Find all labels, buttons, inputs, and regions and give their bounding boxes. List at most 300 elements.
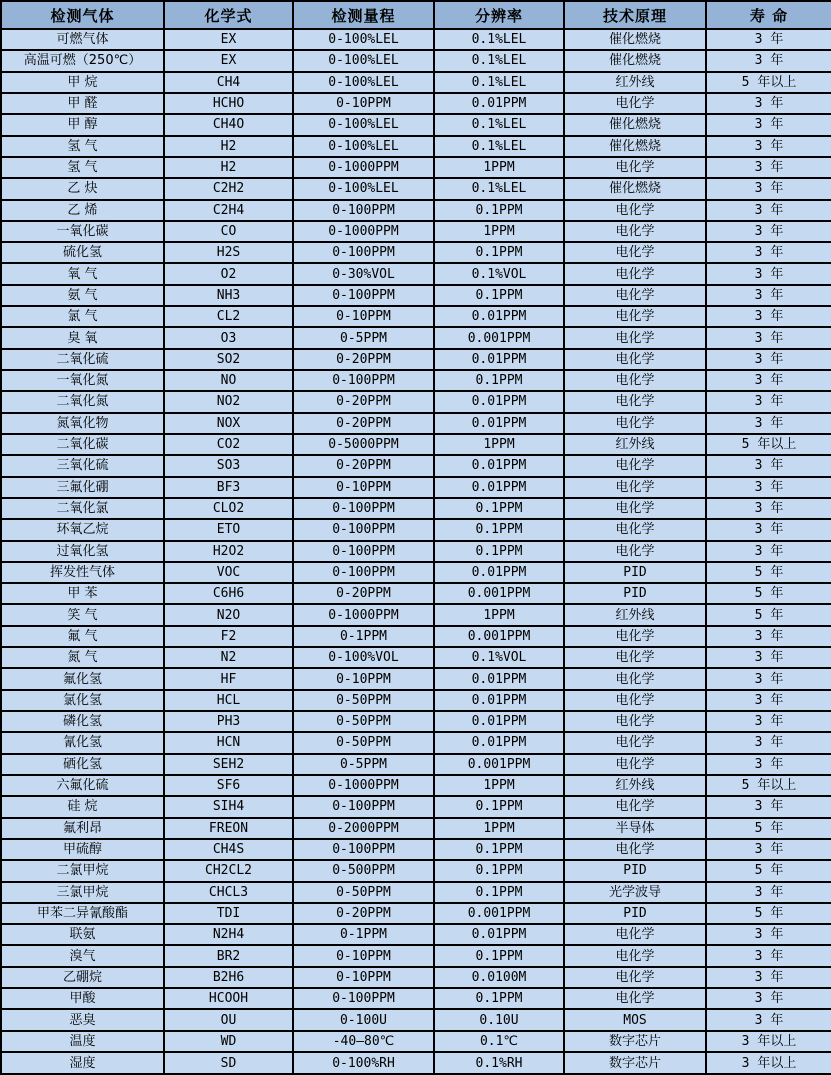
table-row [1,114,831,135]
table-cell: 0.1%LEL [434,72,564,93]
table-cell: 0-100U [293,1009,434,1030]
table-cell: 电化学 [564,519,706,540]
table-cell: 0-1000PPM [293,604,434,625]
table-cell: 3 年 [706,391,831,412]
table-cell: H2S [164,242,293,263]
table-cell: 甲 醛 [1,93,164,114]
table-cell: 0-1PPM [293,626,434,647]
table-cell: 0-100%LEL [293,50,434,71]
column-header: 检测气体 [1,1,164,29]
table-cell: 3 年 [706,263,831,284]
table-cell: 催化燃烧 [564,178,706,199]
table-cell: 六氟化硫 [1,775,164,796]
table-cell: 0-10PPM [293,967,434,988]
table-cell: OU [164,1009,293,1030]
table-cell: 电化学 [564,839,706,860]
table-cell: 三氧化硫 [1,455,164,476]
table-cell: 0-10PPM [293,945,434,966]
table-cell: 0.01PPM [434,711,564,732]
table-cell: 电化学 [564,668,706,689]
table-cell: 甲 烷 [1,72,164,93]
table-cell: 5 年以上 [706,775,831,796]
table-cell: 高温可燃（250℃） [1,50,164,71]
table-cell: HCHO [164,93,293,114]
table-cell: 3 年 [706,349,831,370]
table-cell: 0-100PPM [293,370,434,391]
table-cell: 0.01PPM [434,690,564,711]
table-cell: PH3 [164,711,293,732]
table-cell: 氰化氢 [1,732,164,753]
table-row [1,157,831,178]
table-cell: 1PPM [434,434,564,455]
table-cell: 5 年以上 [706,72,831,93]
table-cell: CL2 [164,306,293,327]
table-cell: 0.1%LEL [434,136,564,157]
table-row [1,349,831,370]
table-cell: 电化学 [564,754,706,775]
table-cell: 二氧化碳 [1,434,164,455]
table-row [1,775,831,796]
table-cell: 0-100PPM [293,541,434,562]
table-cell: NO [164,370,293,391]
table-cell: 0-1PPM [293,924,434,945]
table-cell: 0.1PPM [434,370,564,391]
table-cell: 3 年 [706,967,831,988]
table-cell: 0.01PPM [434,306,564,327]
table-cell: 0.1PPM [434,839,564,860]
table-cell: 0.01PPM [434,668,564,689]
table-header [1,1,831,29]
table-cell: 3 年 [706,988,831,1009]
table-cell: 环氧乙烷 [1,519,164,540]
table-cell: 0.1%LEL [434,29,564,50]
table-cell: 0.1PPM [434,988,564,1009]
table-cell: 催化燃烧 [564,50,706,71]
table-cell: 0.10U [434,1009,564,1030]
table-cell: 0-100PPM [293,988,434,1009]
table-row [1,711,831,732]
table-cell: 氮氧化物 [1,413,164,434]
table-cell: 电化学 [564,285,706,306]
table-cell: 半导体 [564,818,706,839]
table-row [1,285,831,306]
table-cell: 甲 醇 [1,114,164,135]
table-cell: 红外线 [564,775,706,796]
table-cell: 电化学 [564,200,706,221]
table-cell: 0.1%LEL [434,178,564,199]
table-cell: 0-100%LEL [293,178,434,199]
table-cell: 0-5000PPM [293,434,434,455]
table-cell: EX [164,29,293,50]
table-cell: 0-100PPM [293,562,434,583]
table-row [1,519,831,540]
table-cell: 3 年 [706,519,831,540]
table-cell: 0-2000PPM [293,818,434,839]
table-cell: C2H2 [164,178,293,199]
table-cell: 5 年 [706,562,831,583]
table-cell: 3 年 [706,796,831,817]
table-cell: 0.1PPM [434,285,564,306]
table-cell: SIH4 [164,796,293,817]
table-cell: SO3 [164,455,293,476]
table-cell: 二氧化硫 [1,349,164,370]
table-cell: 挥发性气体 [1,562,164,583]
table-cell: 电化学 [564,626,706,647]
table-cell: 三氯甲烷 [1,882,164,903]
table-cell: 3 年 [706,839,831,860]
table-cell: 1PPM [434,604,564,625]
column-header: 寿 命 [706,1,831,29]
table-cell: 0-5PPM [293,327,434,348]
table-cell: 0-20PPM [293,413,434,434]
table-cell: 3 年 [706,690,831,711]
table-row [1,327,831,348]
table-cell: N2 [164,647,293,668]
table-cell: 电化学 [564,796,706,817]
table-cell: 0.01PPM [434,732,564,753]
table-cell: 0.001PPM [434,754,564,775]
table-row [1,498,831,519]
table-cell: 5 年以上 [706,434,831,455]
table-cell: CO [164,221,293,242]
table-cell: 0.1PPM [434,200,564,221]
table-cell: 过氧化氢 [1,541,164,562]
table-cell: 0-5PPM [293,754,434,775]
table-row [1,263,831,284]
table-cell: 0-10PPM [293,668,434,689]
table-cell: 可燃气体 [1,29,164,50]
table-row [1,93,831,114]
table-cell: 0-100PPM [293,839,434,860]
table-cell: SD [164,1052,293,1074]
table-row [1,967,831,988]
table-cell: 3 年 [706,327,831,348]
table-cell: 0-500PPM [293,860,434,881]
table-cell: 3 年 [706,668,831,689]
table-cell: O2 [164,263,293,284]
table-cell: 3 年 [706,157,831,178]
table-cell: 红外线 [564,434,706,455]
table-cell: 0.01PPM [434,93,564,114]
table-row [1,882,831,903]
table-cell: 5 年 [706,903,831,924]
table-cell: 0-50PPM [293,732,434,753]
table-cell: PID [564,583,706,604]
table-cell: 3 年 [706,732,831,753]
table-cell: 0-100%RH [293,1052,434,1074]
table-cell: PID [564,860,706,881]
table-cell: 电化学 [564,647,706,668]
table-row [1,136,831,157]
table-cell: 氟利昂 [1,818,164,839]
table-cell: 二氧化氯 [1,498,164,519]
table-cell: 电化学 [564,221,706,242]
table-cell: 3 年 [706,285,831,306]
table-cell: 0.1%LEL [434,114,564,135]
table-cell: 温度 [1,1031,164,1052]
table-cell: 1PPM [434,221,564,242]
table-cell: 3 年 [706,114,831,135]
table-cell: 0-100%LEL [293,72,434,93]
table-row [1,562,831,583]
column-header: 技术原理 [564,1,706,29]
table-cell: PID [564,562,706,583]
table-cell: 0.1PPM [434,796,564,817]
table-cell: 0-100PPM [293,285,434,306]
table-cell: 0.1%LEL [434,50,564,71]
table-cell: 0.1PPM [434,860,564,881]
table-cell: 氢 气 [1,157,164,178]
table-cell: 0-20PPM [293,903,434,924]
table-cell: 3 年 [706,200,831,221]
table-cell: 3 年 [706,626,831,647]
table-cell: 0.01PPM [434,349,564,370]
table-row [1,903,831,924]
table-cell: 3 年 [706,477,831,498]
table-cell: 3 年 [706,50,831,71]
table-cell: 0.01PPM [434,391,564,412]
table-cell: 0.1%VOL [434,263,564,284]
table-cell: 0.0100M [434,967,564,988]
table-cell: 红外线 [564,72,706,93]
table-cell: C2H4 [164,200,293,221]
table-cell: 3 年 [706,711,831,732]
table-row [1,626,831,647]
table-cell: 三氟化硼 [1,477,164,498]
table-cell: 3 年 [706,93,831,114]
table-cell: 电化学 [564,306,706,327]
table-row [1,839,831,860]
table-cell: 一氧化氮 [1,370,164,391]
table-cell: 电化学 [564,690,706,711]
table-cell: 0-20PPM [293,583,434,604]
table-cell: 催化燃烧 [564,136,706,157]
table-cell: 3 年 [706,541,831,562]
table-cell: 硫化氢 [1,242,164,263]
table-cell: 0-50PPM [293,690,434,711]
table-cell: 电化学 [564,93,706,114]
table-cell: 电化学 [564,967,706,988]
table-cell: 0-1000PPM [293,775,434,796]
table-cell: 0-1000PPM [293,157,434,178]
table-cell: 臭 氧 [1,327,164,348]
table-cell: NH3 [164,285,293,306]
table-cell: N2O [164,604,293,625]
table-cell: 0.1PPM [434,242,564,263]
table-cell: EX [164,50,293,71]
table-cell: 乙硼烷 [1,967,164,988]
table-cell: 电化学 [564,455,706,476]
table-cell: 5 年 [706,818,831,839]
table-cell: CH2CL2 [164,860,293,881]
table-row [1,477,831,498]
table-cell: 数字芯片 [564,1031,706,1052]
table-cell: 硒化氢 [1,754,164,775]
table-cell: 电化学 [564,732,706,753]
table-cell: 0.001PPM [434,583,564,604]
table-body [1,29,831,1074]
table-row [1,732,831,753]
table-cell: 3 年 [706,370,831,391]
table-cell: 0-100PPM [293,242,434,263]
table-row [1,1052,831,1074]
table-cell: 0-100PPM [293,200,434,221]
table-cell: 0-50PPM [293,882,434,903]
table-row [1,945,831,966]
table-cell: 一氧化碳 [1,221,164,242]
table-cell: 0.001PPM [434,327,564,348]
table-cell: CH4O [164,114,293,135]
table-cell: 磷化氢 [1,711,164,732]
table-cell: 电化学 [564,370,706,391]
table-cell: 笑 气 [1,604,164,625]
table-row [1,690,831,711]
table-cell: FREON [164,818,293,839]
table-row [1,178,831,199]
table-cell: 3 年 [706,945,831,966]
table-cell: 1PPM [434,157,564,178]
table-cell: 电化学 [564,541,706,562]
table-row [1,604,831,625]
table-cell: CH4S [164,839,293,860]
table-row [1,242,831,263]
table-cell: 0.1PPM [434,541,564,562]
table-cell: 3 年 [706,754,831,775]
table-row [1,647,831,668]
table-cell: 电化学 [564,988,706,1009]
table-cell: 3 年 [706,924,831,945]
table-cell: 5 年 [706,583,831,604]
table-cell: PID [564,903,706,924]
table-cell: 氮 气 [1,647,164,668]
table-cell: 电化学 [564,477,706,498]
table-cell: 催化燃烧 [564,29,706,50]
table-cell: 电化学 [564,349,706,370]
table-cell: 催化燃烧 [564,114,706,135]
table-cell: 甲 苯 [1,583,164,604]
table-cell: 二氯甲烷 [1,860,164,881]
table-cell: H2O2 [164,541,293,562]
table-cell: 甲硫醇 [1,839,164,860]
column-header: 分辨率 [434,1,564,29]
table-cell: MOS [564,1009,706,1030]
table-cell: 乙 炔 [1,178,164,199]
table-cell: 0-10PPM [293,306,434,327]
table-cell: 0.01PPM [434,413,564,434]
table-cell: 甲酸 [1,988,164,1009]
table-cell: 3 年 [706,1009,831,1030]
table-cell: WD [164,1031,293,1052]
table-cell: 乙 烯 [1,200,164,221]
table-cell: 氯 气 [1,306,164,327]
table-cell: NO2 [164,391,293,412]
table-row [1,455,831,476]
table-cell: 1PPM [434,818,564,839]
table-cell: VOC [164,562,293,583]
table-cell: 3 年 [706,413,831,434]
table-row [1,50,831,71]
table-cell: 0-10PPM [293,93,434,114]
table-cell: 0-100%LEL [293,114,434,135]
table-cell: 0.1%VOL [434,647,564,668]
table-cell: 红外线 [564,604,706,625]
table-cell: 3 年以上 [706,1031,831,1052]
table-cell: 0.01PPM [434,455,564,476]
table-row [1,668,831,689]
table-cell: 电化学 [564,242,706,263]
table-cell: F2 [164,626,293,647]
table-cell: CH4 [164,72,293,93]
table-cell: SF6 [164,775,293,796]
table-cell: SEH2 [164,754,293,775]
table-cell: 1PPM [434,775,564,796]
table-cell: 3 年 [706,306,831,327]
table-cell: 3 年 [706,29,831,50]
table-cell: H2 [164,136,293,157]
column-header: 检测量程 [293,1,434,29]
table-cell: 0.1PPM [434,498,564,519]
table-cell: H2 [164,157,293,178]
table-cell: 联氨 [1,924,164,945]
table-cell: 0-20PPM [293,391,434,412]
table-row [1,1031,831,1052]
table-cell: HF [164,668,293,689]
table-cell: 0.001PPM [434,626,564,647]
table-cell: 数字芯片 [564,1052,706,1074]
table-cell: C6H6 [164,583,293,604]
table-cell: BF3 [164,477,293,498]
table-row [1,796,831,817]
table-row [1,583,831,604]
table-cell: SO2 [164,349,293,370]
table-cell: 电化学 [564,924,706,945]
table-cell: 0-50PPM [293,711,434,732]
table-cell: 3 年 [706,136,831,157]
table-cell: 硅 烷 [1,796,164,817]
table-row [1,306,831,327]
table-cell: 0-20PPM [293,455,434,476]
table-cell: 0.1PPM [434,882,564,903]
table-cell: 电化学 [564,263,706,284]
table-row [1,988,831,1009]
table-cell: 0-1000PPM [293,221,434,242]
table-cell: HCOOH [164,988,293,1009]
table-cell: 甲苯二异氰酸酯 [1,903,164,924]
table-row [1,818,831,839]
table-cell: 0-20PPM [293,349,434,370]
table-row [1,370,831,391]
table-row [1,754,831,775]
table-cell: ETO [164,519,293,540]
table-cell: 3 年 [706,221,831,242]
table-cell: CLO2 [164,498,293,519]
table-cell: 0.01PPM [434,562,564,583]
table-cell: O3 [164,327,293,348]
table-cell: 电化学 [564,711,706,732]
table-row [1,434,831,455]
table-cell: 电化学 [564,945,706,966]
table-cell: 氢 气 [1,136,164,157]
table-cell: N2H4 [164,924,293,945]
table-cell: HCL [164,690,293,711]
table-cell: 0.1%RH [434,1052,564,1074]
table-cell: 二氧化氮 [1,391,164,412]
table-cell: CHCL3 [164,882,293,903]
table-row [1,200,831,221]
table-cell: B2H6 [164,967,293,988]
table-cell: 0.1PPM [434,519,564,540]
table-cell: 0.01PPM [434,477,564,498]
